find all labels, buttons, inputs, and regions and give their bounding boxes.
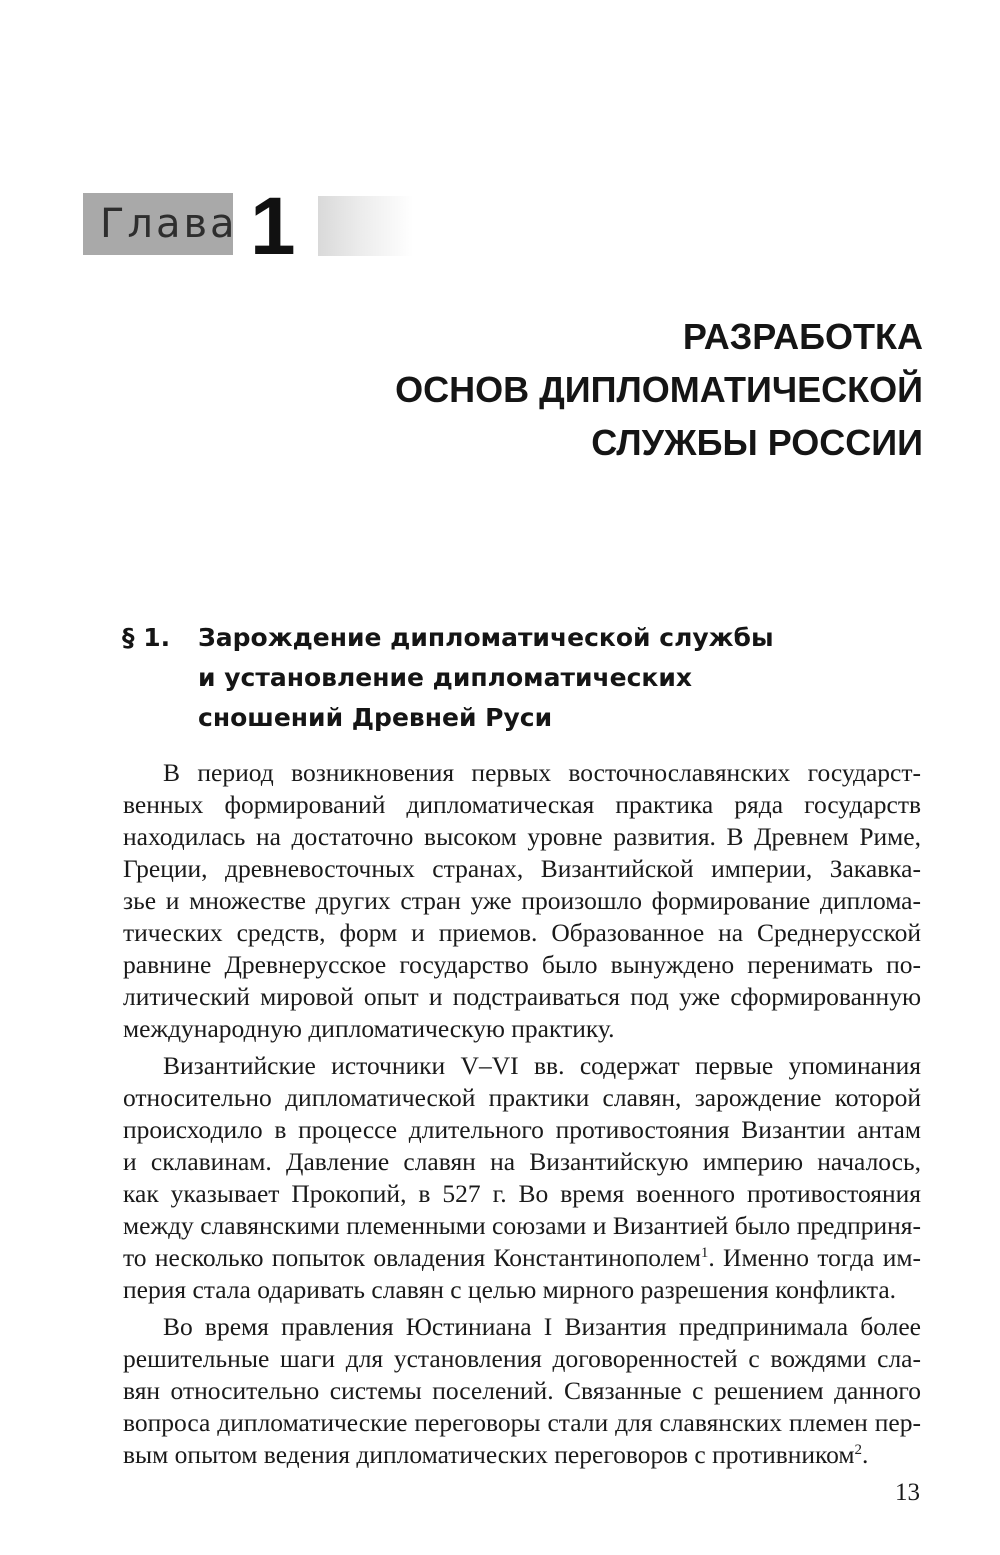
text-line: вян относительно системы поселений. Связанные с решением данного — [123, 1376, 921, 1405]
text-line: Византийские источники V–VI вв. содержат первые упоминания — [163, 1051, 921, 1080]
text-line: вопроса дипломатические переговоры стали для славянских племен пер- — [123, 1408, 921, 1437]
footnote-ref-2[interactable]: 2 — [854, 1442, 863, 1458]
text-line: равнине Древнерусское государство было вынуждено перенимать по- — [123, 950, 921, 979]
text-line: решительные шаги для установления договоренностей с вождями сла- — [123, 1344, 921, 1373]
page-number: 13 — [895, 1479, 920, 1506]
chapter-title-line: ОСНОВ ДИПЛОМАТИЧЕСКОЙ — [395, 369, 923, 410]
text-line: находилась на достаточно высоком уровне развития. В Древнем Риме, — [123, 822, 921, 851]
chapter-fade-decoration — [318, 196, 413, 256]
text-line: относительно дипломатической практики славян, зарождение которой — [123, 1083, 921, 1112]
section-number: § 1. — [122, 623, 171, 652]
chapter-number: 1 — [250, 181, 296, 272]
text-line: происходило в процессе длительного противостояния Византии антам — [123, 1115, 921, 1144]
text-line: и склавинам. Давление славян на Византийскую империю началось, — [123, 1147, 921, 1176]
section-title — [198, 618, 774, 738]
chapter-title-line: СЛУЖБЫ РОССИИ — [591, 422, 923, 463]
paragraph-2 — [83, 1050, 921, 1306]
text-line — [83, 1242, 921, 1274]
chapter-title-line: РАЗРАБОТКА — [682, 316, 923, 357]
text-line: международную дипломатическую практику. — [123, 1014, 615, 1043]
text-line: Греции, древневосточных странах, Византийской империи, Закавка- — [123, 854, 921, 883]
chapter-title — [395, 310, 923, 469]
text-fragment: то несколько попыток овладения Константинополем — [123, 1243, 701, 1272]
text-fragment: . Именно тогда им- — [708, 1243, 921, 1272]
section-title-line: и установление дипломатических — [198, 663, 693, 692]
text-fragment: вым опытом ведения дипломатических переговоров с противником — [123, 1440, 855, 1469]
text-line: венных формирований дипломатическая практика ряда государств — [123, 790, 921, 819]
section-title-line: сношений Древней Руси — [198, 703, 553, 732]
footnote-ref-1[interactable]: 1 — [700, 1245, 709, 1261]
text-line: литический мировой опыт и подстраиваться под уже сформированную — [123, 982, 921, 1011]
text-line: В период возникновения первых восточнославянских государст- — [163, 758, 921, 787]
paragraph-3 — [83, 1311, 921, 1471]
text-fragment: . — [862, 1440, 869, 1469]
text-line: как указывает Прокопий, в 527 г. Во время военного противостояния — [123, 1179, 921, 1208]
text-line: зье и множестве других стран уже произошло формирование диплома- — [123, 886, 921, 915]
text-line: перия стала одаривать славян с целью мирного разрешения конфликта. — [123, 1275, 897, 1304]
text-line: тических средств, форм и приемов. Образованное на Среднерусской — [123, 918, 921, 947]
text-line — [83, 1439, 921, 1471]
text-line: Во время правления Юстиниана I Византия предпринимала более — [163, 1312, 921, 1341]
chapter-label: Глава — [100, 201, 238, 247]
paragraph-1 — [83, 757, 921, 1045]
section-title-line: Зарождение дипломатической службы — [198, 623, 774, 652]
text-line: между славянскими племенными союзами и Византией было предприня- — [123, 1211, 921, 1240]
body-text — [83, 757, 921, 1476]
